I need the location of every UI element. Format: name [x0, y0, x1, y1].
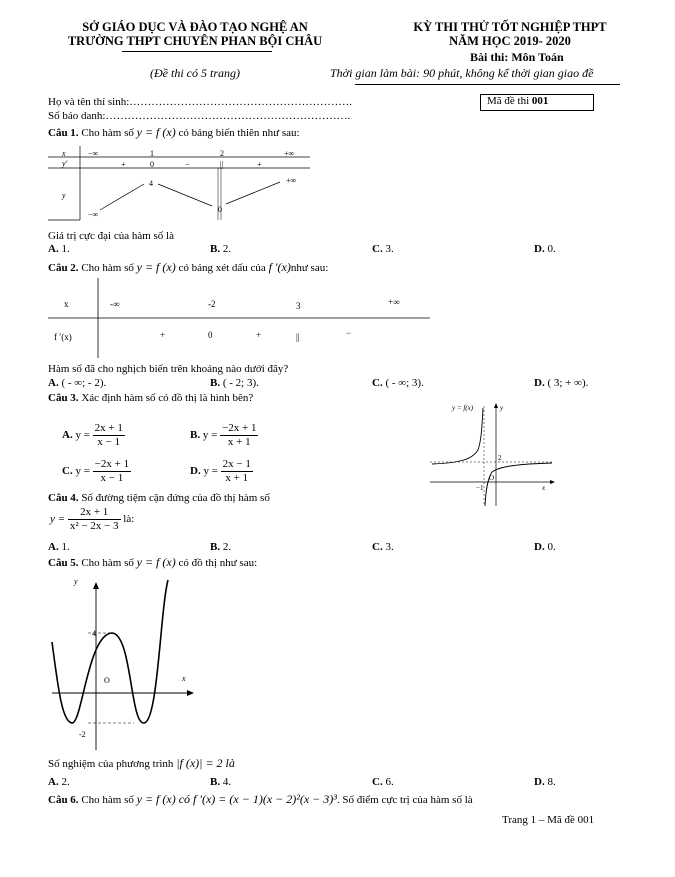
student-name-line: Họ và tên thí sinh:…………………………………………………….	[48, 96, 353, 108]
q5-option-b[interactable]: B. 4.	[210, 776, 232, 788]
q1-yp-sign-3: ||	[220, 160, 224, 169]
school-name: TRƯỜNG THPT CHUYÊN PHAN BỘI CHÂU	[67, 34, 323, 48]
student-id-line: Số báo danh:………………………………………………………….	[48, 110, 351, 122]
q5-graph	[48, 572, 198, 752]
school-year: NĂM HỌC 2019- 2020	[449, 34, 571, 48]
q1-option-c[interactable]: C. 3.	[372, 243, 394, 255]
q4-label: Câu 4.	[48, 492, 79, 504]
q2-x-value-0: -∞	[110, 299, 120, 309]
q6-stem	[48, 792, 473, 807]
q4-stem	[48, 492, 270, 504]
page-footer: Trang 1 – Mã đề 001	[502, 814, 595, 826]
q1-x-value-1: 1	[150, 149, 154, 158]
q2-text-a: Cho hàm số	[81, 262, 134, 274]
q2-option-c[interactable]: C. ( - ∞; 3).	[372, 377, 424, 389]
q3-graph	[428, 398, 558, 510]
q1-yp-sign-1: 0	[150, 160, 154, 169]
q6-text-b: . Số điểm cực trị của hàm số là	[336, 794, 473, 806]
page-count-note: (Đề thi có 5 trang)	[150, 66, 240, 80]
q2-sign-1: 0	[208, 330, 213, 340]
q3-h-asym-label: 2	[498, 454, 502, 462]
q1-yp-sign-0: +	[121, 160, 126, 169]
q3-text: Xác định hàm số có đồ thị là hình bên?	[81, 392, 254, 404]
q2-option-b[interactable]: B. ( - 2; 3).	[210, 377, 259, 389]
q3-label: Câu 3.	[48, 392, 79, 404]
q1-arrow-down	[158, 184, 212, 206]
q3-curve-left	[432, 408, 483, 464]
q5-stem	[48, 555, 257, 570]
q1-yp-sign-4: +	[257, 160, 262, 169]
q3-option-a[interactable]: A. y = $\frac{2x + 1}{x - 1}$	[62, 422, 123, 448]
q1-text-b: có bảng biến thiên như sau:	[178, 127, 300, 139]
q1-option-d[interactable]: D. 0.	[534, 243, 556, 255]
q3-option-d[interactable]: D. y = $\frac{2x - 1}{x + 1}$	[190, 458, 251, 484]
q2-option-a[interactable]: A. ( - ∞; - 2).	[48, 377, 107, 389]
department-name: SỞ GIÁO DỤC VÀ ĐÀO TẠO NGHỆ AN	[82, 20, 308, 34]
q1-option-b[interactable]: B. 2.	[210, 243, 232, 255]
q1-option-a[interactable]: A. 1.	[48, 243, 70, 255]
q3-x-label: x	[542, 484, 546, 492]
q2-x-value-1: -2	[208, 299, 216, 309]
q2-sign-4: −	[346, 328, 352, 338]
time-note: Thời gian làm bài: 90 phút, không kể thời gian giao đề	[330, 66, 594, 80]
q1-yp-label: y′	[62, 159, 68, 168]
q5-origin-label: O	[104, 676, 110, 685]
q1-text-a: Cho hàm số	[81, 127, 134, 139]
q5-tick-top: 4	[92, 629, 96, 638]
q3-v-asym-label: −1	[476, 484, 484, 492]
q5-label: Câu 5.	[48, 557, 79, 569]
q4-text: Số đường tiệm cận đứng của đồ thị hàm số	[81, 492, 270, 504]
subject-title: Bài thi: Môn Toán	[470, 50, 564, 64]
q2-text-b: có bảng xét dấu của	[178, 262, 266, 274]
q1-yp-sign-2: −	[185, 160, 190, 169]
q1-x-value-3: +∞	[284, 149, 295, 158]
q1-x-value-2: 2	[220, 149, 224, 158]
q2-sign-table	[48, 278, 433, 360]
header-underline-left	[122, 51, 272, 52]
q2-sign-3: ||	[296, 332, 300, 342]
q1-variation-table	[48, 146, 318, 224]
q2-x-label: x	[64, 299, 69, 309]
q1-x-value-0: −∞	[88, 149, 99, 158]
q1-y-value-plus-inf: +∞	[286, 176, 297, 185]
header-underline-right	[355, 84, 620, 85]
q1-y-label: y	[62, 191, 66, 200]
q2-option-d[interactable]: D. ( 3; + ∞).	[534, 377, 589, 389]
q5-option-a[interactable]: A. 2.	[48, 776, 70, 788]
q5-equation: |f (x)| = 2 là	[176, 756, 235, 770]
q3-y-label: y	[500, 404, 504, 412]
q1-y-value-max: 4	[149, 179, 153, 188]
q2-label: Câu 2.	[48, 262, 79, 274]
exam-code-value: 001	[531, 95, 549, 107]
q3-y-axis-arrow	[494, 403, 498, 408]
q2-question: Hàm số đã cho nghịch biến trên khoảng nào dưới đây?	[48, 363, 289, 375]
q1-x-label: x	[62, 149, 66, 158]
q1-label: Câu 1.	[48, 127, 79, 139]
q3-option-b[interactable]: B. y = $\frac{-2x + 1}{x + 1}$	[190, 422, 257, 448]
exam-code-label: Mã đề thi	[487, 95, 530, 107]
q5-question: Số nghiệm của phương trình |f (x)| = 2 là	[48, 756, 235, 770]
exam-code-box	[480, 94, 594, 111]
q1-y-value-minus-inf: −∞	[88, 210, 99, 219]
q5-x-axis-arrow	[187, 690, 194, 696]
q1-stem	[48, 125, 300, 140]
q2-x-value-2: 3	[296, 301, 301, 311]
q2-stem	[48, 260, 328, 275]
q3-fn-label: y = f(x)	[452, 404, 474, 412]
q2-x-value-3: +∞	[388, 297, 400, 307]
q2-derivative: f ′(x)	[268, 260, 291, 274]
q4-function: y = $\frac{2x + 1}{\text{x² − 2x − 3}}$ là:	[50, 506, 135, 532]
q1-arrow-up-1	[100, 184, 144, 210]
q5-tick-bottom: -2	[79, 730, 86, 739]
q6-function: y = f (x) có f ′(x) = (x − 1)(x − 2)²(x − 3)³	[136, 792, 337, 806]
q5-function: y = f (x)	[136, 555, 176, 569]
q6-label: Câu 6.	[48, 794, 79, 806]
q1-arrow-up-2	[226, 182, 280, 204]
q1-y-value-min: 0	[218, 205, 222, 214]
exam-title: KỲ THI THỬ TỐT NGHIỆP THPT	[413, 20, 607, 34]
q5-y-label: y	[74, 577, 78, 586]
q2-text-c: như sau:	[290, 262, 329, 274]
q5-y-axis-arrow	[93, 582, 99, 589]
q5-option-c[interactable]: C. 6.	[372, 776, 394, 788]
q3-x-axis-arrow	[550, 480, 555, 484]
q4-option-a[interactable]: A. 1.	[48, 541, 70, 553]
q1-question: Giá trị cực đại của hàm số là	[48, 230, 174, 242]
q3-option-c[interactable]: C. y = $\frac{-2x + 1}{x - 1}$	[62, 458, 130, 484]
q3-origin-label: O	[489, 474, 495, 482]
q3-stem	[48, 392, 253, 404]
q4-option-c[interactable]: C. 3.	[372, 541, 394, 553]
q5-option-d[interactable]: D. 8.	[534, 776, 556, 788]
q5-curve	[52, 580, 168, 723]
q6-text-a: Cho hàm số	[81, 794, 134, 806]
q2-function: y = f (x)	[136, 260, 176, 274]
q2-sign-0: +	[160, 330, 166, 340]
q1-function: y = f (x)	[136, 125, 176, 139]
q4-option-d[interactable]: D. 0.	[534, 541, 556, 553]
q2-sign-2: +	[256, 330, 262, 340]
q5-text-b: có đồ thị như sau:	[178, 557, 258, 569]
q2-fp-label: f ′(x)	[54, 332, 72, 342]
q4-option-b[interactable]: B. 2.	[210, 541, 232, 553]
q5-x-label: x	[182, 674, 186, 683]
q5-text-a: Cho hàm số	[81, 557, 134, 569]
